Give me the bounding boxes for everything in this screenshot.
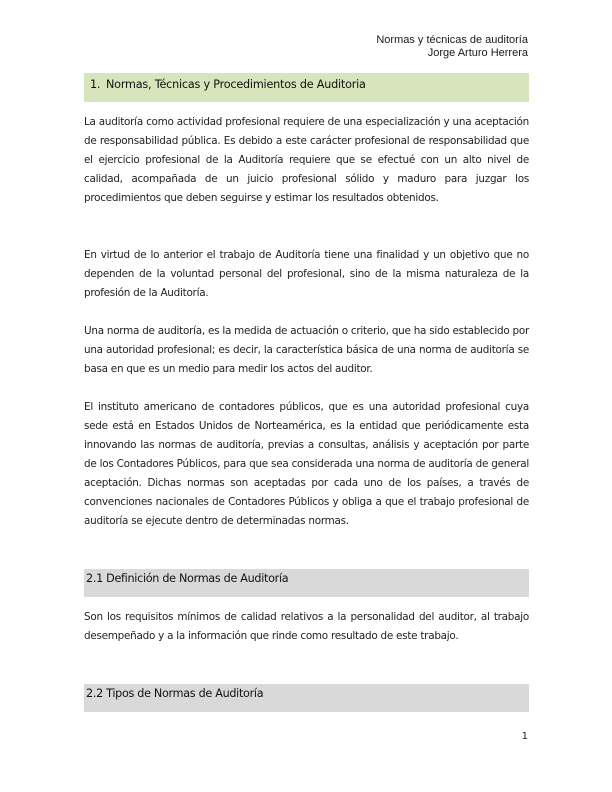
section-2-2-title: 2.2 Tipos de Normas de Auditoría [86, 687, 264, 700]
paragraph: Son los requisitos mínimos de calidad relativos a la personalidad del auditor, al trabajo desempeñado y a la información que rinde como resultado de este trabajo. [84, 611, 529, 642]
section-1-heading [84, 73, 529, 102]
header-author: Jorge Arturo Herrera [427, 47, 528, 59]
page-number: 1 [521, 731, 528, 742]
page-header [376, 34, 528, 60]
paragraph: El instituto americano de contadores públicos, que es una autoridad profesional cuya sede está en Estados Unidos de Norteamérica, es la entidad que periódicamente esta innovando las normas de auditoría, previas a consultas, análisis y aceptación por parte de los Contadores Públicos, para que sea considerada una norma de auditoría de general aceptación. Dichas normas son aceptadas por cada uno de los países, a través de convenciones nacionales de Contadores Públicos y obliga a que el trabajo profesional de auditoría se ejecute dentro de determinadas normas. [84, 401, 529, 527]
paragraph: En virtud de lo anterior el trabajo de Auditoría tiene una finalidad y un objetivo que no dependen de la voluntad personal del profesional, sino de la misma naturaleza de la profesión de la Auditoría. [84, 249, 529, 299]
paragraph: Una norma de auditoría, es la medida de actuación o criterio, que ha sido establecido por una autoridad profesional; es decir, la característica básica de una norma de auditoría se basa en que es un medio para medir los actos del auditor. [84, 325, 529, 375]
paragraph: La auditoría como actividad profesional requiere de una especialización y una aceptación de responsabilidad pública. Es debido a este carácter profesional de responsabilidad que el ejercicio profesional de la Auditoría requiere que se efectué con un alto nivel de calidad, acompañada de un juicio profesional sólido y maduro para juzgar los procedimientos que deben seguirse y estimar los resultados obtenidos. [84, 116, 529, 204]
section-2-2-heading [84, 684, 529, 712]
section-1-title: Normas, Técnicas y Procedimientos de Auditoria [106, 78, 366, 91]
section-1-number: 1. [90, 78, 101, 91]
section-2-1-title: 2.1 Definición de Normas de Auditoría [86, 572, 289, 585]
header-doc-title: Normas y técnicas de auditoría [376, 34, 528, 46]
section-2-1-heading [84, 569, 529, 597]
